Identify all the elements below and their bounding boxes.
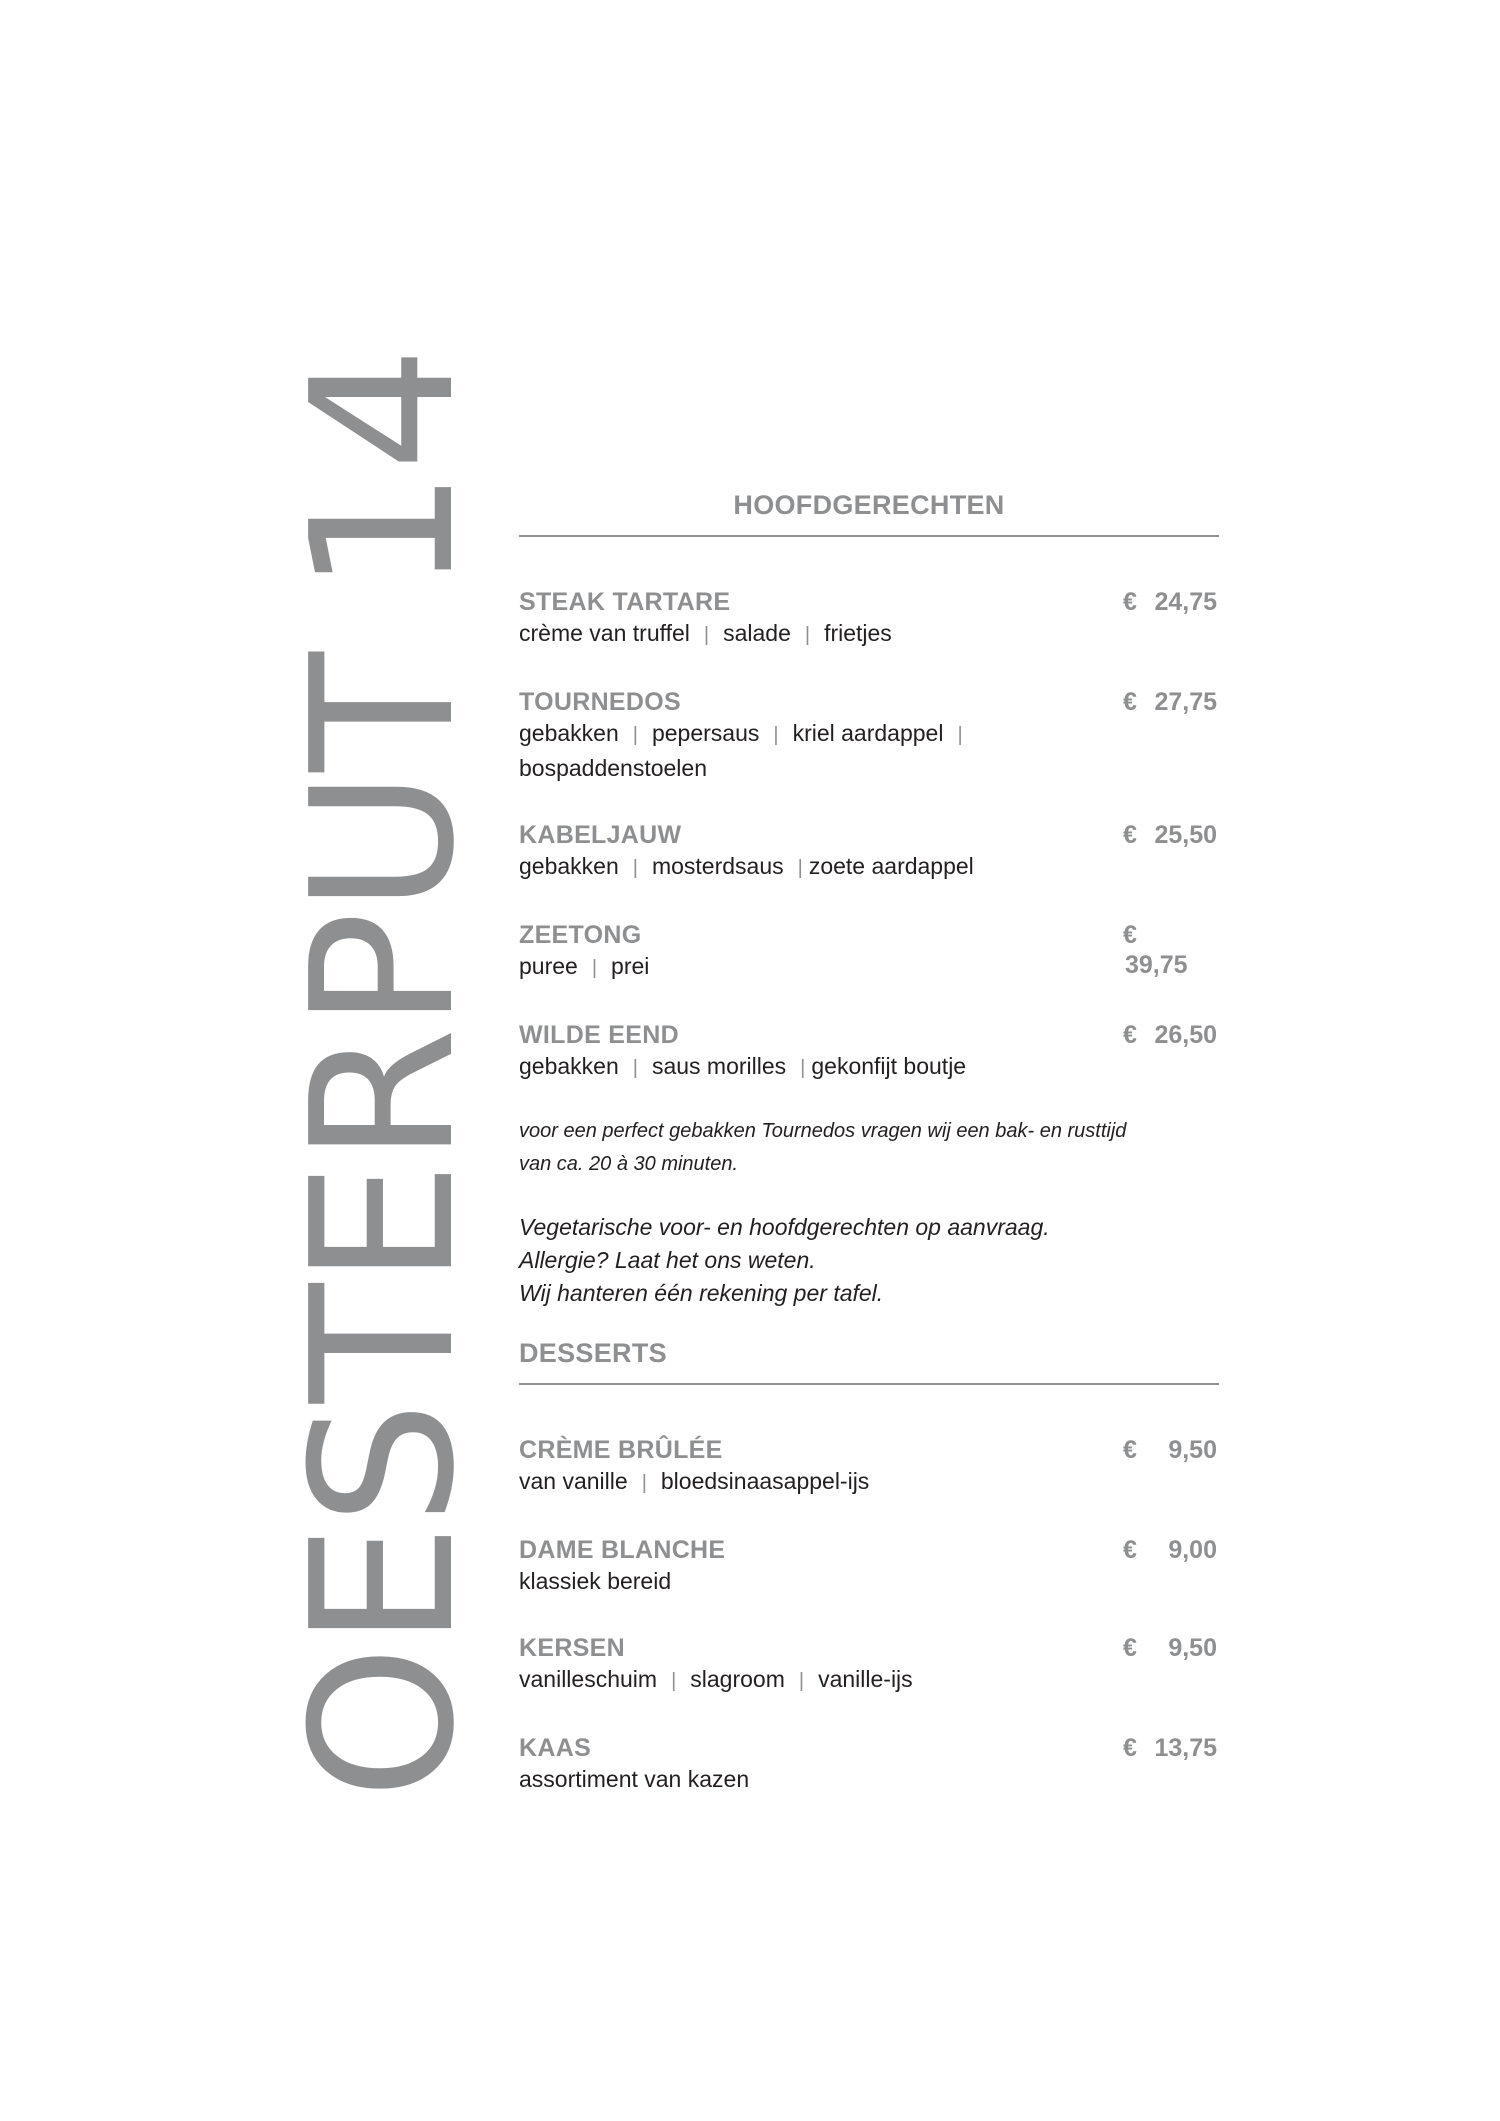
item-name: DAME BLANCHE	[519, 1536, 726, 1564]
item-price: € 9,00	[1123, 1536, 1217, 1564]
brand-vertical-title	[269, 289, 498, 1859]
menu-item-kabeljauw	[519, 820, 1219, 885]
item-price: € 27,75	[1123, 688, 1217, 716]
menu-item-zeetong	[519, 920, 1219, 985]
item-price: €39,75	[1123, 921, 1188, 979]
item-name: CRÈME BRÛLÉE	[519, 1436, 723, 1464]
item-name: KERSEN	[519, 1634, 625, 1662]
tournedos-note: voor een perfect gebakken Tournedos vragen wij een bak- en rusttijd van ca. 20 à 30 minuten.	[519, 1120, 1127, 1175]
item-name: KAAS	[519, 1734, 592, 1762]
item-price: € 26,50	[1123, 1021, 1217, 1049]
item-name: ZEETONG	[519, 921, 642, 949]
menu-item-tournedos	[519, 687, 1219, 785]
brand-title: OESTERPUT 14	[269, 348, 498, 1800]
item-description: crème van truffel | salade | frietjes	[519, 620, 892, 646]
item-price: € 9,50	[1123, 1634, 1217, 1662]
item-price: € 25,50	[1123, 821, 1217, 849]
item-name: TOURNEDOS	[519, 688, 681, 716]
item-description: van vanille | bloedsinaasappel-ijs	[519, 1468, 870, 1494]
item-name: WILDE EEND	[519, 1021, 679, 1049]
menu-item-creme-brulee	[519, 1435, 1219, 1500]
menu-item-steak-tartare	[519, 587, 1219, 652]
item-description: gebakken | saus morilles | gekonfijt boutje	[519, 1053, 967, 1079]
menu-item-dame-blanche	[519, 1535, 1219, 1598]
menu-item-wilde-eend	[519, 1020, 1219, 1085]
item-name: KABELJAUW	[519, 821, 682, 849]
menu-item-kersen	[519, 1633, 1219, 1698]
item-name: STEAK TARTARE	[519, 588, 731, 616]
item-description: gebakken | pepersaus | kriel aardappel | bospaddenstoelen	[519, 720, 963, 781]
section-title-mains: HOOFDGERECHTEN	[733, 490, 1005, 520]
section-title-desserts: DESSERTS	[519, 1338, 667, 1368]
menu-item-kaas	[519, 1733, 1219, 1796]
section-divider	[519, 1383, 1219, 1385]
menu-card	[519, 490, 1219, 1796]
section-divider	[519, 535, 1219, 537]
item-price: € 13,75	[1123, 1734, 1217, 1762]
general-notes: Vegetarische voor- en hoofdgerechten op aanvraag. Allergie? Laat het ons weten. Wij hanteren één rekening per tafel.	[519, 1214, 1050, 1306]
item-description: klassiek bereid	[519, 1568, 672, 1594]
item-description: assortiment van kazen	[519, 1766, 750, 1792]
item-description: gebakken | mosterdsaus | zoete aardappel	[519, 853, 974, 879]
item-description: puree | prei	[519, 953, 650, 979]
item-price: € 9,50	[1123, 1436, 1217, 1464]
item-description: vanilleschuim | slagroom | vanille-ijs	[519, 1666, 913, 1692]
item-price: € 24,75	[1123, 588, 1217, 616]
